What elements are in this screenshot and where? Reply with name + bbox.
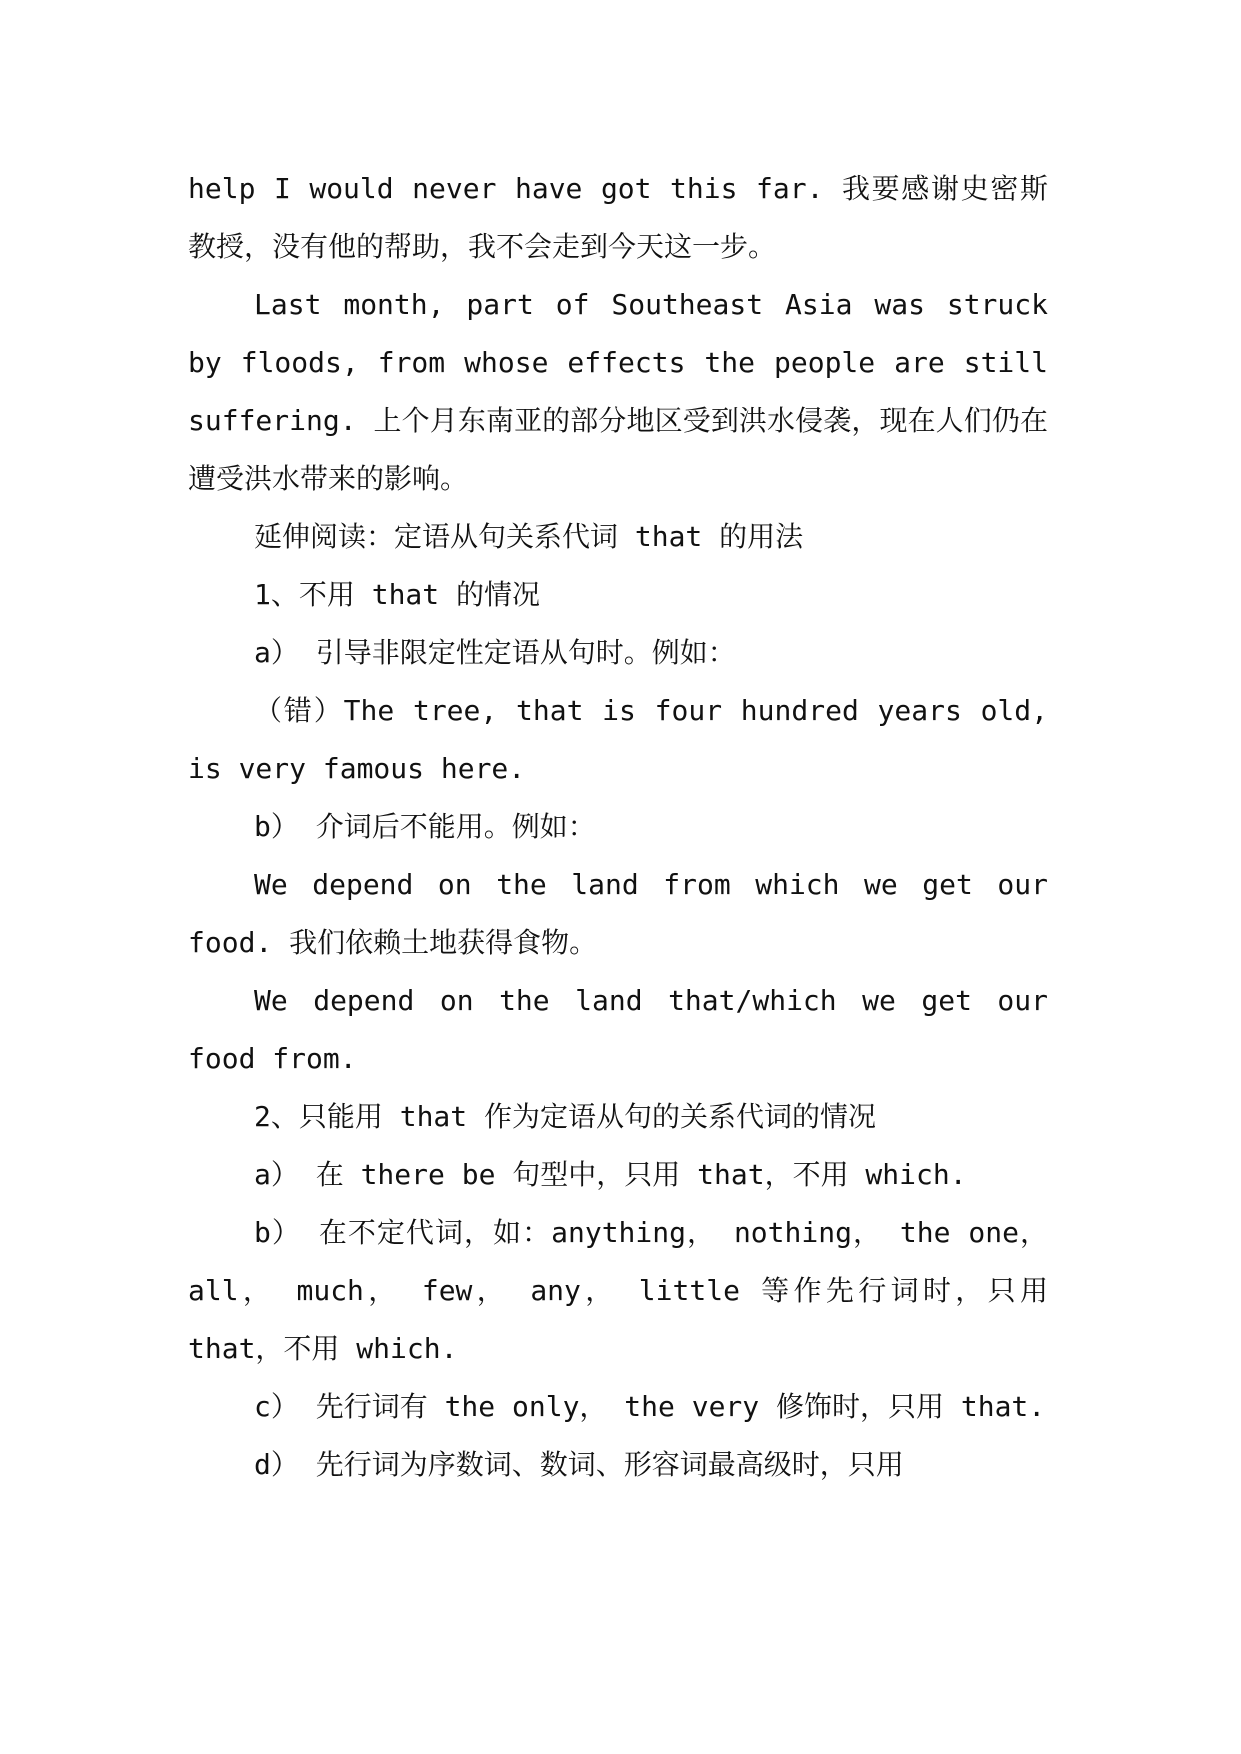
subheading-only-that: 2、只能用 that 作为定语从句的关系代词的情况 (254, 1100, 877, 1133)
rule-a-nonrestrictive: a） 引导非限定性定语从句时。例如： (254, 636, 736, 669)
rule-a-there-be: a） 在 there be 句型中，只用 that，不用 which. (254, 1158, 967, 1191)
paragraph-southeast-asia-example: Last month, part of Southeast Asia was struck by floods, from whose effects the people are still suffering. 上个月东南亚的部分地区受到洪水侵袭，现在人们仍在遭受洪水带来的影响。 (188, 288, 1048, 495)
example-depend-from-which: We depend on the land from which we get our food. 我们依赖土地获得食物。 (188, 868, 1048, 959)
rule-b-after-preposition: b） 介词后不能用。例如： (254, 810, 596, 843)
example-depend-that-which: We depend on the land that/which we get our food from. (188, 984, 1048, 1075)
document-body (188, 160, 1048, 1494)
rule-d-ordinal-superlative: d） 先行词为序数词、数词、形容词最高级时，只用 (254, 1448, 904, 1481)
section-heading-extended-reading: 延伸阅读：定语从句关系代词 that 的用法 (254, 520, 804, 553)
rule-b-indefinite-pronouns: b） 在不定代词，如：anything， nothing， the one， all， much， few， any， little 等作先行词时，只用 that，不用 which. (188, 1216, 1048, 1365)
rule-c-only-very: c） 先行词有 the only， the very 修饰时，只用 that. (254, 1390, 1046, 1423)
paragraph-continuation: help I would never have got this far. 我要感谢史密斯教授，没有他的帮助，我不会走到今天这一步。 (188, 172, 1048, 263)
example-wrong-tree: （错）The tree, that is four hundred years old, is very famous here. (188, 694, 1048, 785)
subheading-not-using-that: 1、不用 that 的情况 (254, 578, 541, 611)
